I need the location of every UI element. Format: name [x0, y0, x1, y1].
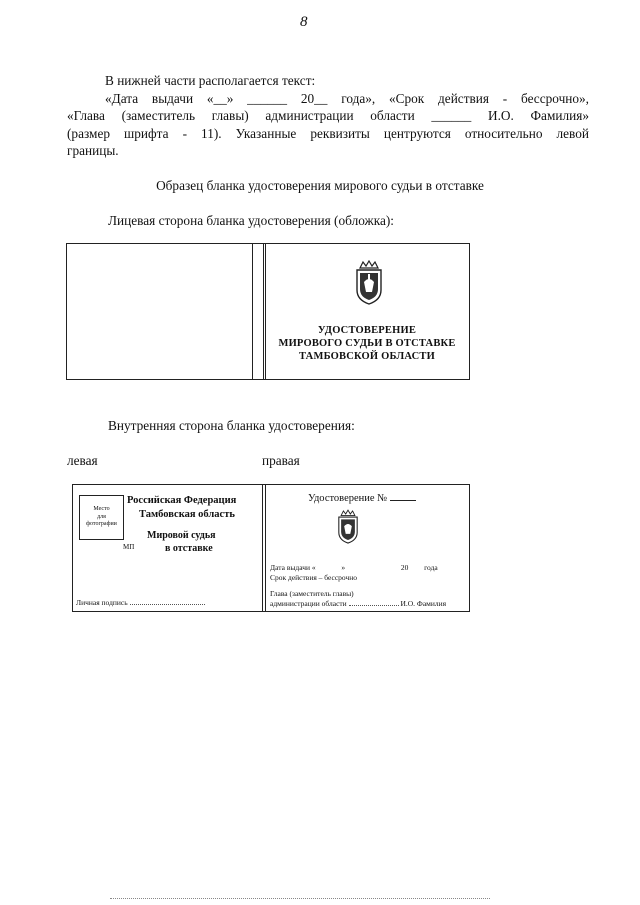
signature-text: Личная подпись	[76, 598, 128, 607]
intro-line-4: (размер шрифта - 11). Указанные реквизиты центруются относительно левой	[67, 125, 589, 141]
cover-divider	[252, 244, 253, 379]
certificate-title-text: Удостоверение №	[308, 493, 388, 504]
right-label: правая	[262, 453, 300, 468]
sample-title: Образец бланка удостоверения мирового судьи в отставке	[156, 178, 484, 193]
validity-text: Срок действия – бессрочно	[270, 573, 358, 582]
head-title-line-2-text: администрации области	[270, 599, 347, 608]
certificate-title	[308, 493, 416, 504]
inner-divider	[262, 485, 263, 611]
role-line-2: в отставке	[165, 543, 213, 554]
cover-title-line-3: ТАМБОВСКОЙ ОБЛАСТИ	[299, 351, 435, 362]
issue-date-mid: »	[341, 563, 346, 572]
role-line-1: Мировой судья	[147, 530, 216, 541]
cover-blank	[66, 243, 470, 380]
intro-paragraph	[67, 72, 589, 160]
page-number: 8	[300, 14, 308, 30]
cover-title-line-1: УДОСТОВЕРЕНИЕ	[317, 325, 417, 336]
issue-year: 20	[400, 563, 409, 572]
photo-label-3: фотографии	[86, 521, 117, 528]
cover-title	[265, 324, 469, 363]
head-name: И.О. Фамилия	[400, 599, 447, 608]
inner-blank	[72, 484, 470, 612]
intro-line-5: границы.	[67, 143, 119, 158]
head-title-line-1: Глава (заместитель главы)	[270, 589, 354, 598]
signature-label	[76, 598, 205, 607]
org-line-2: Тамбовская область	[139, 509, 235, 520]
head-title-line-2	[270, 599, 446, 608]
org-line-1: Российская Федерация	[127, 495, 237, 506]
photo-label-2: для	[97, 513, 106, 520]
cover-title-line-2: МИРОВОГО СУДЬИ В ОТСТАВКЕ	[278, 338, 456, 349]
stamp-label: МП	[123, 543, 135, 551]
cover-divider	[263, 244, 264, 379]
issue-date-label: Дата выдачи «	[270, 563, 316, 572]
intro-line-2: «Дата выдачи «__» ______ 20__ года», «Срок действия - бессрочно»,	[105, 90, 589, 106]
left-label: левая	[67, 453, 98, 468]
cover-heading: Лицевая сторона бланка удостоверения (обложка):	[108, 213, 394, 228]
photo-label-1: Место	[93, 506, 110, 513]
intro-line-1: В нижней части располагается текст:	[105, 73, 316, 88]
inner-divider	[265, 485, 266, 611]
inner-heading: Внутренняя сторона бланка удостоверения:	[108, 418, 355, 433]
bottom-edge-marks	[110, 898, 490, 901]
photo-placeholder	[79, 495, 124, 540]
issue-date-row	[270, 563, 438, 572]
tambov-coat-of-arms-icon	[335, 509, 361, 550]
intro-line-3: «Глава (заместитель главы) администрации области ______ И.О. Фамилия»	[67, 108, 589, 123]
issue-year-suffix: года	[424, 563, 438, 572]
tambov-coat-of-arms-icon	[352, 260, 386, 311]
